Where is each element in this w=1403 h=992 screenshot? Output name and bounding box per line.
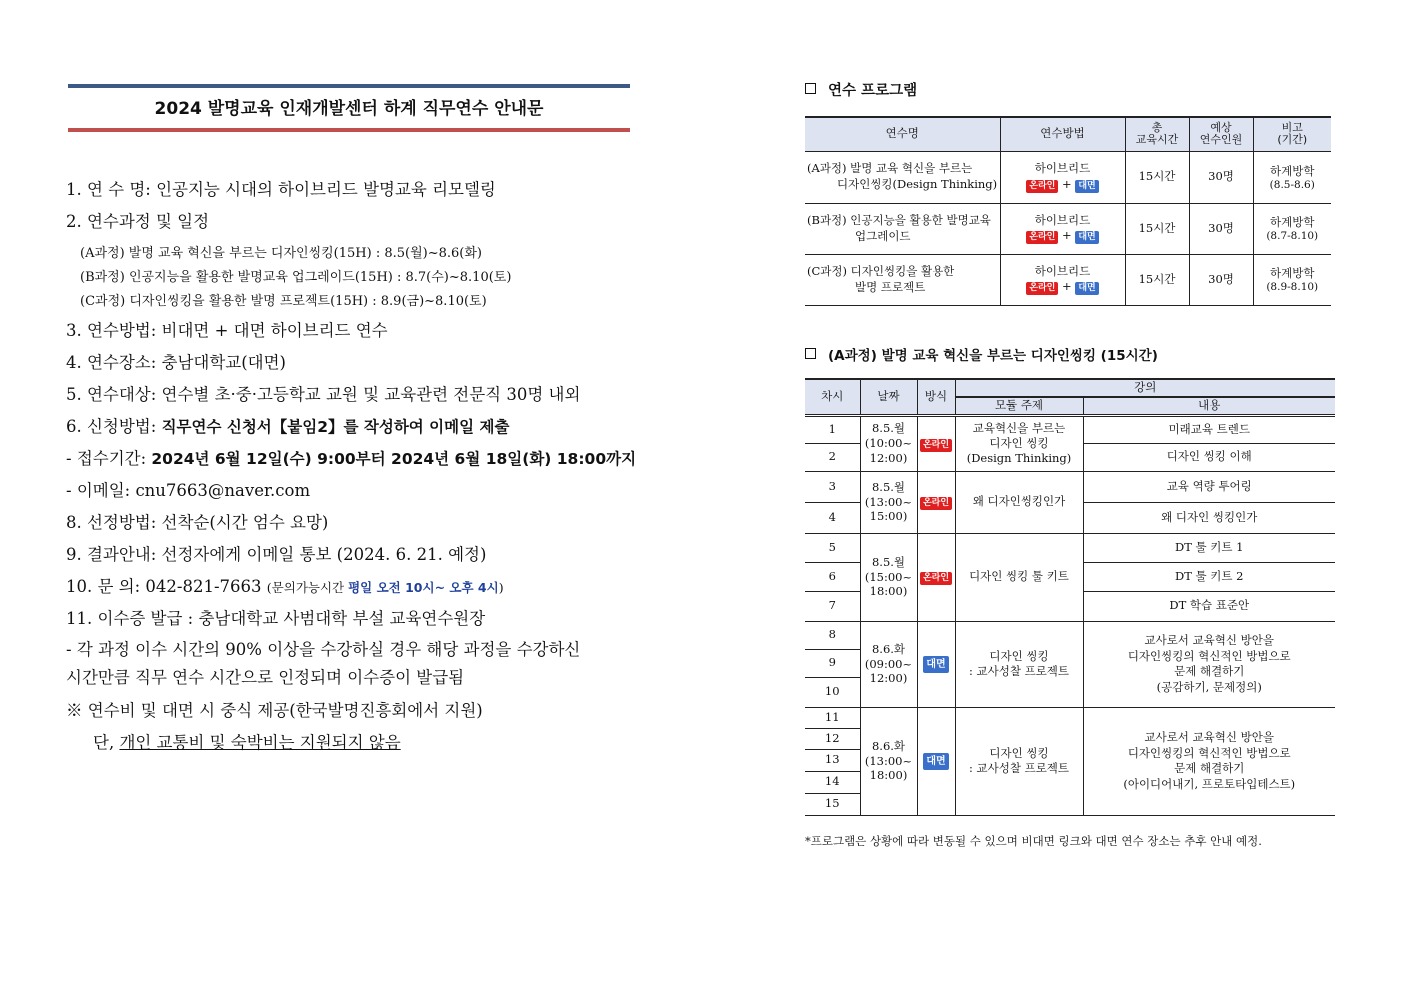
schedule-a: (A과정) 발명 교육 혁신을 부르는 디자인씽킹(15H) : 8.5(월)~8.6(화): [80, 246, 482, 261]
footnote: *프로그램은 상황에 따라 변동될 수 있으며 비대면 링크와 대면 연수 장소는 추후 안내 예정.: [805, 834, 1262, 848]
table-row: 12: [805, 728, 1335, 749]
course-schedule-heading: 2. 연수과정 및 일정: [66, 212, 210, 231]
table-row: 5 8.5.월 (15:00~ 18:00) 온라인 디자인 씽킹 툴 키트 DT 툴 키트 1: [805, 533, 1335, 562]
table-row: 8 8.6.화 (09:00~ 12:00) 대면 디자인 씽킹 : 교사성찰 프로젝트 교사로서 교육혁신 방안을 디자인씽킹의 혁신적인 방법으로 문제 해결하기 (공감하기, 문제정의): [805, 621, 1335, 649]
selection-method: 8. 선정방법: 선착순(시간 엄수 요망): [66, 513, 329, 532]
course-a-heading: (A과정) 발명 교육 혁신을 부르는 디자인씽킹 (15시간): [805, 344, 1158, 364]
certificate-detail-2: 시간만큼 직무 연수 시간으로 인정되며 이수증이 발급됨: [66, 668, 465, 687]
course-a-table: [805, 378, 1335, 816]
offline-badge: 대면: [923, 753, 948, 770]
table-row: 4 왜 디자인 씽킹인가: [805, 502, 1335, 533]
header-lecture: 강의: [955, 379, 1335, 397]
header-hours: 총 교육시간: [1125, 117, 1189, 151]
header-name: 연수명: [805, 117, 1000, 151]
title-bar-bottom: [68, 128, 630, 132]
application-period: - 접수기간: 2024년 6월 12일(수) 9:00부터 2024년 6월 18일(화) 18:00까지: [66, 449, 637, 468]
table-row: 3 8.5.월 (13:00~ 15:00) 온라인 왜 디자인씽킹인가 교육 역량 투어링: [805, 471, 1335, 502]
online-badge: 온라인: [1026, 231, 1058, 244]
header-method: 방식: [917, 379, 955, 415]
header-date: 날짜: [860, 379, 917, 415]
title-bar-top: [68, 84, 630, 88]
application-period-bold: 2024년 6월 12일(수) 9:00부터 2024년 6월 18일(화) 18:00까지: [151, 450, 637, 468]
cost-exception: 단, 개인 교통비 및 숙박비는 지원되지 않음: [93, 733, 401, 752]
table-row: 11 8.6.화 (13:00~ 18:00) 대면 디자인 씽킹 : 교사성찰 프로젝트 교사로서 교육혁신 방안을 디자인씽킹의 혁신적인 방법으로 문제 해결하기 (아이디어내기, 프로토타입테스트): [805, 707, 1335, 728]
offline-badge: 대면: [923, 656, 948, 673]
header-method: 연수방법: [1000, 117, 1125, 151]
offline-badge: 대면: [1075, 180, 1098, 193]
course-target: 5. 연수대상: 연수별 초·중·고등학교 교원 및 교육관련 전문직 30명 내외: [66, 385, 581, 404]
square-bullet-icon: [805, 83, 816, 94]
application-method-bold: 직무연수 신청서【붙임2】를 작성하여 이메일 제출: [161, 418, 510, 436]
result-notice: 9. 결과안내: 선정자에게 이메일 통보 (2024. 6. 21. 예정): [66, 545, 487, 564]
table-row: 6 DT 툴 키트 2: [805, 562, 1335, 591]
header-module: 모듈 주제: [955, 397, 1083, 415]
table-row: 2 디자인 씽킹 이해: [805, 443, 1335, 471]
application-method: 6. 신청방법: 직무연수 신청서【붙임2】를 작성하여 이메일 제출: [66, 417, 510, 436]
online-badge: 온라인: [1026, 282, 1058, 295]
document-title: 2024 발명교육 인재개발센터 하계 직무연수 안내문: [154, 99, 544, 119]
table-row: 15: [805, 793, 1335, 815]
table-row: 9: [805, 649, 1335, 677]
course-name: 1. 연 수 명: 인공지능 시대의 하이브리드 발명교육 리모델링: [66, 180, 496, 199]
contact-email: - 이메일: cnu7663@naver.com: [66, 481, 311, 500]
table-row: 1 8.5.월 (10:00~ 12:00) 온라인 교육혁신을 부르는 디자인 씽킹 (Design Thinking) 미래교육 트렌드: [805, 415, 1335, 443]
cost-exception-underlined: 개인 교통비 및 숙박비는 지원되지 않음: [119, 733, 401, 752]
square-bullet-icon: [805, 348, 816, 359]
offline-badge: 대면: [1075, 231, 1098, 244]
online-badge: 온라인: [920, 439, 952, 452]
table-row: 14: [805, 771, 1335, 793]
online-badge: 온라인: [1026, 180, 1058, 193]
header-note: 비고 (기간): [1253, 117, 1331, 151]
course-location: 4. 연수장소: 충남대학교(대면): [66, 353, 286, 372]
table-row: 10: [805, 677, 1335, 707]
table-row: (C과정) 디자인씽킹을 활용한 발명 프로젝트 하이브리드 온라인 + 대면 15시간 30명 하계방학 (8.9-8.10): [805, 254, 1331, 305]
table-row: 13: [805, 749, 1335, 771]
header-session: 차시: [805, 379, 860, 415]
header-people: 예상 연수인원: [1189, 117, 1253, 151]
inquiry-hours: 평일 오전 10시~ 오후 4시: [348, 580, 499, 595]
inquiry: 10. 문 의: 042-821-7663 (문의가능시간 평일 오전 10시~ 오후 4시): [66, 577, 504, 596]
online-badge: 온라인: [920, 572, 952, 585]
program-heading: 연수 프로그램: [805, 79, 917, 100]
course-method: 3. 연수방법: 비대면 + 대면 하이브리드 연수: [66, 321, 388, 340]
table-row: (B과정) 인공지능을 활용한 발명교육 업그레이드 하이브리드 온라인 + 대면 15시간 30명 하계방학 (8.7-8.10): [805, 203, 1331, 254]
offline-badge: 대면: [1075, 282, 1098, 295]
table-row: 7 DT 학습 표준안: [805, 591, 1335, 621]
certificate-detail-1: - 각 과정 이수 시간의 90% 이상을 수강하실 경우 해당 과정을 수강하신: [66, 640, 581, 659]
certificate: 11. 이수증 발급 : 충남대학교 사범대학 부설 교육연수원장: [66, 609, 486, 628]
cost-note: ※ 연수비 및 대면 시 중식 제공(한국발명진흥회에서 지원): [66, 701, 483, 720]
program-table: [805, 116, 1331, 306]
table-row: (A과정) 발명 교육 혁신을 부르는 디자인씽킹(Design Thinking) 하이브리드 온라인 + 대면 15시간 30명 하계방학 (8.5-8.6): [805, 151, 1331, 203]
online-badge: 온라인: [920, 497, 952, 510]
schedule-c: (C과정) 디자인씽킹을 활용한 발명 프로젝트(15H) : 8.9(금)~8.10(토): [80, 294, 487, 309]
schedule-b: (B과정) 인공지능을 활용한 발명교육 업그레이드(15H) : 8.7(수)~8.10(토): [80, 270, 512, 285]
header-content: 내용: [1083, 397, 1335, 415]
